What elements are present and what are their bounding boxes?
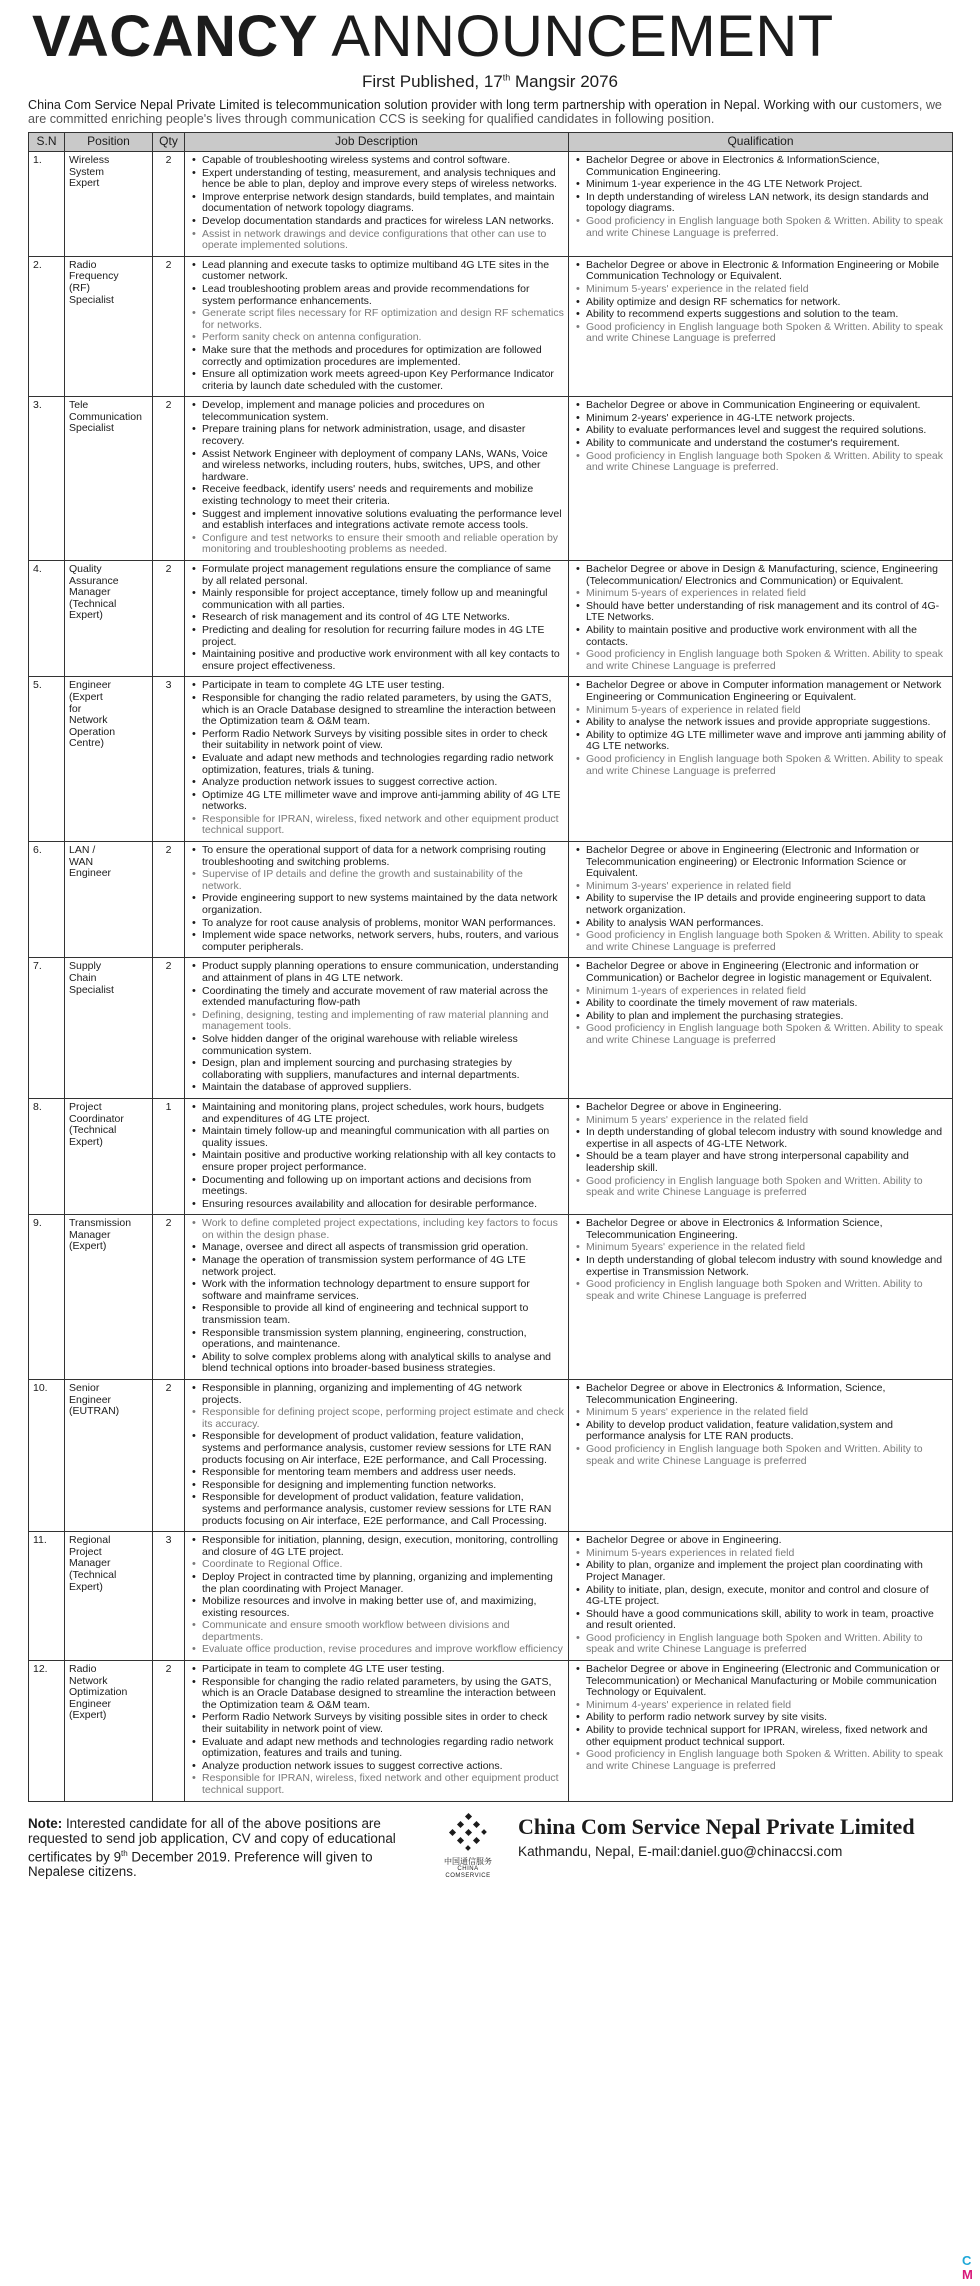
published-prefix: First Published, 17 bbox=[361, 72, 503, 91]
company-name: China Com Service Nepal Private Limited bbox=[518, 1813, 915, 1839]
qualification-item: • Ability to maintain positive and productive work environment with all the contacts. bbox=[586, 625, 948, 648]
title-light: ANNOUNCEMENT bbox=[331, 4, 834, 69]
job-description-list bbox=[189, 961, 564, 1094]
qualification-list bbox=[573, 1218, 948, 1302]
qualification-item: • Minimum 5-years experiences in related field bbox=[586, 1548, 948, 1560]
job-description-item: • Maintaining positive and productive work environment with all key contacts to ensure project effectiveness. bbox=[202, 649, 564, 672]
job-description-item: • Responsible in planning, organizing and implementing of 4G network projects. bbox=[202, 1383, 564, 1406]
intro-soft: customers, we are committed enriching people's lives through communication CCS is seeking for qualified candidates in following position. bbox=[28, 98, 942, 126]
job-description-item: • Analyze production network issues to suggest corrective action. bbox=[202, 777, 564, 789]
job-description-item: • Predicting and dealing for resolution for recurring failure modes in 4G LTE project. bbox=[202, 625, 564, 648]
qualification-item: • Bachelor Degree or above in Design & Manufacturing, science, Engineering (Telecommunication/ Electronics and Communication) or Equivalent. bbox=[586, 564, 948, 587]
intro-paragraph bbox=[28, 98, 952, 126]
print-marks bbox=[962, 2254, 976, 2282]
qualification-item: • Bachelor Degree or above in Electronic & Information Engineering or Mobile Communication Technology or Equivalent. bbox=[586, 260, 948, 283]
table-row bbox=[29, 1532, 953, 1661]
row-sn: 8. bbox=[29, 1098, 65, 1214]
row-job-description bbox=[185, 842, 569, 958]
row-sn: 1. bbox=[29, 152, 65, 257]
row-qualification bbox=[569, 1532, 953, 1661]
row-position: LAN / WAN Engineer bbox=[65, 842, 153, 958]
row-job-description bbox=[185, 397, 569, 561]
header-position: Position bbox=[65, 133, 153, 152]
job-description-item: • Develop, implement and manage policies and procedures on telecommunication system. bbox=[202, 400, 564, 423]
job-description-item: • Solve hidden danger of the original warehouse with reliable wireless communication system. bbox=[202, 1034, 564, 1057]
qualification-item: • Ability to evaluate performances level and suggest the required solutions. bbox=[586, 425, 948, 437]
qualification-item: • Minimum 5-years of experience in related field bbox=[586, 705, 948, 717]
table-row bbox=[29, 1098, 953, 1214]
note-text-2: December 2019. Preference will given to Nepalese citizens. bbox=[28, 1849, 373, 1880]
qualification-item: • Bachelor Degree or above in Electronics & Information, Science, Telecommunication Engineering. bbox=[586, 1383, 948, 1406]
job-description-item: • Lead planning and execute tasks to optimize multiband 4G LTE sites in the customer network. bbox=[202, 260, 564, 283]
qualification-item: • Ability to coordinate the timely movement of raw materials. bbox=[586, 998, 948, 1010]
qualification-item: • Ability to communicate and understand the costumer's requirement. bbox=[586, 438, 948, 450]
qualification-item: • Good proficiency in English language both Spoken & Written. Ability to speak and write Chinese Language is preferred. bbox=[586, 216, 948, 239]
job-description-item: • Design, plan and implement sourcing and purchasing strategies by collaborating with suppliers, manufactures and internal departments. bbox=[202, 1058, 564, 1081]
job-description-item: • Responsible for development of product validation, feature validation, systems and performance analysis, customer review sessions for LTE RAN products focusing on Air interface, E2E performance, and Call Processing. bbox=[202, 1492, 564, 1527]
job-description-list bbox=[189, 1102, 564, 1210]
qualification-item: • Minimum 1-years of experiences in related field bbox=[586, 986, 948, 998]
row-job-description bbox=[185, 1380, 569, 1532]
job-description-item: • Mainly responsible for project acceptance, timely follow up and meaningful communication with all parties. bbox=[202, 588, 564, 611]
job-description-list bbox=[189, 1535, 564, 1656]
job-description-item: • Deploy Project in contracted time by planning, organizing and implementing the plan coordinating with Project Manager. bbox=[202, 1572, 564, 1595]
qualification-item: • Bachelor Degree or above in Computer information management or Network Engineering or Communication Engineering or Equivalent. bbox=[586, 680, 948, 703]
job-description-item: • Responsible to provide all kind of engineering and technical support to transmission team. bbox=[202, 1303, 564, 1326]
row-job-description bbox=[185, 1661, 569, 1802]
job-description-item: • Optimize 4G LTE millimeter wave and improve anti-jamming ability of 4G LTE networks. bbox=[202, 790, 564, 813]
row-job-description bbox=[185, 256, 569, 397]
qualification-item: • Ability to provide technical support for IPRAN, wireless, fixed network and other equipment product technical support. bbox=[586, 1725, 948, 1748]
job-description-item: • Maintain positive and productive working relationship with all key contacts to ensure proper project performance. bbox=[202, 1150, 564, 1173]
row-qty: 2 bbox=[153, 842, 185, 958]
qualification-list bbox=[573, 961, 948, 1046]
qualification-list bbox=[573, 1535, 948, 1656]
row-qualification bbox=[569, 1661, 953, 1802]
qualification-item: • In depth understanding of wireless LAN network, its design standards and topology diagrams. bbox=[586, 192, 948, 215]
job-description-item: • Responsible for initiation, planning, design, execution, monitoring, controlling and closure of 4G LTE project. bbox=[202, 1535, 564, 1558]
magenta-mark: M bbox=[962, 2267, 973, 2282]
qualification-list bbox=[573, 1102, 948, 1199]
job-description-item: • Research of risk management and its control of 4G LTE Networks. bbox=[202, 612, 564, 624]
qualification-item: • Good proficiency in English language both Spoken & Written. Ability to speak and write Chinese Language is preferred bbox=[586, 649, 948, 672]
qualification-item: • Good proficiency in English language both Spoken and Written. Ability to speak and write Chinese Language is preferred bbox=[586, 1633, 948, 1656]
qualification-item: • Bachelor Degree or above in Electronics & Information Science, Telecommunication Engineering. bbox=[586, 1218, 948, 1241]
row-qty: 2 bbox=[153, 256, 185, 397]
row-qty: 2 bbox=[153, 1215, 185, 1380]
qualification-item: • Minimum 5-years' experience in the related field bbox=[586, 284, 948, 296]
job-description-item: • Make sure that the methods and procedures for optimization are followed correctly and optimization procedures are implemented. bbox=[202, 345, 564, 368]
footer bbox=[28, 1808, 952, 1928]
row-position: Wireless System Expert bbox=[65, 152, 153, 257]
job-description-item: • Product supply planning operations to ensure communication, understanding and attainment of plans in 4G LTE network. bbox=[202, 961, 564, 984]
qualification-item: • Ability to initiate, plan, design, execute, monitor and control and closure of 4G-LTE project. bbox=[586, 1585, 948, 1608]
job-description-item: • Analyze production network issues to suggest corrective actions. bbox=[202, 1761, 564, 1773]
job-description-item: • Supervise of IP details and define the growth and sustainability of the network. bbox=[202, 869, 564, 892]
job-description-item: • Responsible for changing the radio related parameters, by using the GATS, which is an Oracle Database designed to streamline the interaction between the Optimization team & O&M team. bbox=[202, 1677, 564, 1712]
row-qty: 2 bbox=[153, 958, 185, 1099]
qualification-item: • Good proficiency in English language both Spoken & Written. Ability to speak and write Chinese Language is preferred bbox=[586, 1023, 948, 1046]
page-title bbox=[32, 6, 952, 68]
job-description-item: • Participate in team to complete 4G LTE user testing. bbox=[202, 680, 564, 692]
job-description-item: • Responsible for designing and implementing function networks. bbox=[202, 1480, 564, 1492]
job-description-item: • Perform sanity check on antenna configuration. bbox=[202, 332, 564, 344]
row-sn: 9. bbox=[29, 1215, 65, 1380]
job-description-item: • Coordinating the timely and accurate movement of raw material across the extended manufacturing flow-path bbox=[202, 986, 564, 1009]
qualification-item: • Minimum 5years' experience in the related field bbox=[586, 1242, 948, 1254]
qualification-item: • Minimum 2-years' experience in 4G-LTE network projects. bbox=[586, 413, 948, 425]
row-sn: 6. bbox=[29, 842, 65, 958]
qualification-list bbox=[573, 680, 948, 777]
qualification-item: • Good proficiency in English language both Spoken and Written. Ability to speak and write Chinese Language is preferred bbox=[586, 1279, 948, 1302]
table-row bbox=[29, 958, 953, 1099]
row-qualification bbox=[569, 958, 953, 1099]
qualification-item: • Bachelor Degree or above in Engineering (Electronic and Communication or Telecommunication) or Mechanical Manufacturing or Mobile communication Technology or Equivalent. bbox=[586, 1664, 948, 1699]
row-qualification bbox=[569, 842, 953, 958]
job-description-item: • Responsible for mentoring team members and address user needs. bbox=[202, 1467, 564, 1479]
qualification-item: • In depth understanding of global telecom industry with sound knowledge and expertise in all aspects of 4G-LTE Network. bbox=[586, 1127, 948, 1150]
qualification-item: • Minimum 5-years of experiences in related field bbox=[586, 588, 948, 600]
row-sn: 4. bbox=[29, 561, 65, 677]
qualification-item: • Should have better understanding of risk management and its control of 4G-LTE Networks. bbox=[586, 601, 948, 624]
row-qualification bbox=[569, 256, 953, 397]
job-description-item: • Lead troubleshooting problem areas and provide recommendations for system performance enhancements. bbox=[202, 284, 564, 307]
job-description-item: • Ensuring resources availability and allocation for desirable performance. bbox=[202, 1199, 564, 1211]
job-description-item: • Formulate project management regulations ensure the compliance of same by all related personal. bbox=[202, 564, 564, 587]
job-description-item: • Configure and test networks to ensure their smooth and reliable operation by monitoring and troubleshooting problems as needed. bbox=[202, 533, 564, 556]
vacancy-table bbox=[28, 132, 953, 1802]
qualification-item: • Ability optimize and design RF schematics for network. bbox=[586, 297, 948, 309]
row-sn: 12. bbox=[29, 1661, 65, 1802]
note-text-1: Interested candidate for all of the above positions are requested to send job application, CV and copy of educational certificates by 9 bbox=[28, 1815, 396, 1865]
qualification-item: • Bachelor Degree or above in Electronics & InformationScience, Communication Engineering. bbox=[586, 155, 948, 178]
logo-english-text: CHINA COMSERVICE bbox=[445, 1865, 491, 1879]
row-job-description bbox=[185, 958, 569, 1099]
job-description-item: • Documenting and following up on important actions and decisions from meetings. bbox=[202, 1175, 564, 1198]
row-qualification bbox=[569, 152, 953, 257]
row-position: Project Coordinator (Technical Expert) bbox=[65, 1098, 153, 1214]
job-description-item: • Evaluate office production, revise procedures and improve workflow efficiency bbox=[202, 1644, 564, 1656]
job-description-item: • Responsible for defining project scope, performing project estimate and check its accuracy. bbox=[202, 1407, 564, 1430]
table-row bbox=[29, 1215, 953, 1380]
row-position: Engineer (Expert for Network Operation Centre) bbox=[65, 677, 153, 842]
job-description-item: • Provide engineering support to new systems maintained by the data network organization. bbox=[202, 893, 564, 916]
row-position: Transmission Manager (Expert) bbox=[65, 1215, 153, 1380]
header-job-description: Job Description bbox=[185, 133, 569, 152]
job-description-item: • Capable of troubleshooting wireless systems and control software. bbox=[202, 155, 564, 167]
job-description-item: • Responsible for changing the radio related parameters, by using the GATS, which is an Oracle Database designed to streamline the interaction between the Optimization team & O&M team. bbox=[202, 693, 564, 728]
job-description-item: • Work to define completed project expectations, including key factors to focus on within the design phase. bbox=[202, 1218, 564, 1241]
qualification-list bbox=[573, 155, 948, 239]
row-sn: 3. bbox=[29, 397, 65, 561]
table-body bbox=[29, 152, 953, 1802]
job-description-item: • Coordinate to Regional Office. bbox=[202, 1559, 564, 1571]
row-position: Senior Engineer (EUTRAN) bbox=[65, 1380, 153, 1532]
job-description-list bbox=[189, 155, 564, 252]
job-description-list bbox=[189, 1664, 564, 1797]
row-qty: 3 bbox=[153, 1532, 185, 1661]
row-position: Supply Chain Specialist bbox=[65, 958, 153, 1099]
row-sn: 2. bbox=[29, 256, 65, 397]
qualification-item: • Bachelor Degree or above in Engineering (Electronic and Information or Telecommunication engineering) or Electronic Information Science or Equivalent. bbox=[586, 845, 948, 880]
row-qualification bbox=[569, 1215, 953, 1380]
title-bold: VACANCY bbox=[32, 4, 318, 69]
job-description-item: • To analyze for root cause analysis of problems, monitor WAN performances. bbox=[202, 918, 564, 930]
job-description-item: • Assist Network Engineer with deployment of company LANs, WANs, Voice and wireless networks, including routers, hubs, switches, UPS, and other hardware. bbox=[202, 449, 564, 484]
qualification-item: • Good proficiency in English language both Spoken & Written. Ability to speak and write Chinese Language is preferred bbox=[586, 322, 948, 345]
header-qty: Qty bbox=[153, 133, 185, 152]
job-description-item: • Assist in network drawings and device configurations that other can use to operate implemented solutions. bbox=[202, 229, 564, 252]
row-position: Regional Project Manager (Technical Expert) bbox=[65, 1532, 153, 1661]
qualification-item: • Good proficiency in English language both Spoken & Written. Ability to speak and write Chinese Language is preferred bbox=[586, 1749, 948, 1772]
row-position: Radio Network Optimization Engineer (Expert) bbox=[65, 1661, 153, 1802]
company-logo bbox=[436, 1812, 500, 1880]
job-description-item: • Generate script files necessary for RF optimization and design RF schematics for networks. bbox=[202, 308, 564, 331]
qualification-list bbox=[573, 400, 948, 474]
job-description-list bbox=[189, 1383, 564, 1527]
row-qualification bbox=[569, 1380, 953, 1532]
note-sup: th bbox=[121, 1848, 128, 1858]
vacancy-page bbox=[28, 0, 952, 1928]
table-row bbox=[29, 256, 953, 397]
qualification-item: • Bachelor Degree or above in Engineering (Electronic and information or Communication) or Bachelor degree in logistic management or Equivalent. bbox=[586, 961, 948, 984]
job-description-list bbox=[189, 400, 564, 556]
row-job-description bbox=[185, 1532, 569, 1661]
row-qty: 1 bbox=[153, 1098, 185, 1214]
job-description-item: • Prepare training plans for network administration, usage, and disaster recovery. bbox=[202, 424, 564, 447]
job-description-item: • Improve enterprise network design standards, build templates, and maintain documentation of network topology diagrams. bbox=[202, 192, 564, 215]
row-qty: 2 bbox=[153, 152, 185, 257]
job-description-item: • To ensure the operational support of data for a network comprising routing troubleshooting and switching problems. bbox=[202, 845, 564, 868]
header-qualification: Qualification bbox=[569, 133, 953, 152]
qualification-list bbox=[573, 564, 948, 672]
qualification-list bbox=[573, 845, 948, 953]
table-row bbox=[29, 677, 953, 842]
table-row bbox=[29, 152, 953, 257]
qualification-item: • Good proficiency in English language both Spoken & Written. Ability to speak and write Chinese Language is preferred. bbox=[586, 451, 948, 474]
job-description-item: • Communicate and ensure smooth workflow between divisions and departments. bbox=[202, 1620, 564, 1643]
job-description-item: • Ability to solve complex problems along with analytical skills to analyse and blend technical options into broader-based business strategies. bbox=[202, 1352, 564, 1375]
table-header-row bbox=[29, 133, 953, 152]
job-description-item: • Manage, oversee and direct all aspects of transmission grid operation. bbox=[202, 1242, 564, 1254]
row-sn: 11. bbox=[29, 1532, 65, 1661]
row-position: Radio Frequency (RF) Specialist bbox=[65, 256, 153, 397]
row-qualification bbox=[569, 677, 953, 842]
job-description-item: • Suggest and implement innovative solutions evaluating the performance level and establish interfaces and integrations activate remote access tools. bbox=[202, 509, 564, 532]
qualification-item: • Minimum 5 years' experience in the related field bbox=[586, 1407, 948, 1419]
table-row bbox=[29, 842, 953, 958]
published-suffix: Mangsir 2076 bbox=[510, 72, 619, 91]
qualification-item: • Bachelor Degree or above in Engineering. bbox=[586, 1535, 948, 1547]
row-job-description bbox=[185, 1098, 569, 1214]
job-description-item: • Responsible for development of product validation, feature validation, systems and performance analysis, customer review sessions for LTE RAN products focusing on Air interface, E2E performance, and Call Processing. bbox=[202, 1431, 564, 1466]
table-row bbox=[29, 561, 953, 677]
job-description-item: • Maintaining and monitoring plans, project schedules, work hours, budgets and expenditures of 4G LTE project. bbox=[202, 1102, 564, 1125]
qualification-item: • Minimum 1-year experience in the 4G LTE Network Project. bbox=[586, 179, 948, 191]
qualification-item: • Ability to perform radio network survey by site visits. bbox=[586, 1712, 948, 1724]
qualification-item: • In depth understanding of global telecom industry with sound knowledge and expertise in Transmission Network. bbox=[586, 1255, 948, 1278]
header-sn: S.N bbox=[29, 133, 65, 152]
job-description-item: • Maintain the database of approved suppliers. bbox=[202, 1082, 564, 1094]
job-description-item: • Responsible for IPRAN, wireless, fixed network and other equipment product technical support. bbox=[202, 814, 564, 837]
job-description-item: • Evaluate and adapt new methods and technologies regarding radio network optimization, features, trials & tuning. bbox=[202, 753, 564, 776]
job-description-item: • Responsible transmission system planning, engineering, construction, operations, and maintenance. bbox=[202, 1328, 564, 1351]
job-description-list bbox=[189, 845, 564, 953]
qualification-item: • Should have a good communications skill, ability to work in team, proactive and result oriented. bbox=[586, 1609, 948, 1632]
row-qty: 2 bbox=[153, 397, 185, 561]
logo-chinese-text: 中国通信服务 bbox=[444, 1856, 492, 1866]
qualification-item: • Ability to plan and implement the purchasing strategies. bbox=[586, 1011, 948, 1023]
job-description-item: • Implement wide space networks, network servers, hubs, routers, and various computer peripherals. bbox=[202, 930, 564, 953]
row-qty: 2 bbox=[153, 1380, 185, 1532]
row-qty: 3 bbox=[153, 677, 185, 842]
qualification-item: • Good proficiency in English language both Spoken & Written. Ability to speak and write Chinese Language is preferred bbox=[586, 930, 948, 953]
job-description-item: • Perform Radio Network Surveys by visiting possible sites in order to check their suitability in network point of view. bbox=[202, 1712, 564, 1735]
qualification-item: • Ability to recommend experts suggestions and solution to the team. bbox=[586, 309, 948, 321]
cyan-mark: C bbox=[962, 2253, 972, 2268]
row-job-description bbox=[185, 677, 569, 842]
row-qualification bbox=[569, 397, 953, 561]
qualification-item: • Good proficiency in English language both Spoken & Written. Ability to speak and write Chinese Language is preferred bbox=[586, 754, 948, 777]
job-description-item: • Evaluate and adapt new methods and technologies regarding radio network optimization, features and trails and tuning. bbox=[202, 1737, 564, 1760]
row-qualification bbox=[569, 1098, 953, 1214]
job-description-list bbox=[189, 260, 564, 393]
qualification-item: • Should be a team player and have strong interpersonal capability and leadership skill. bbox=[586, 1151, 948, 1174]
qualification-list bbox=[573, 260, 948, 345]
published-sup: th bbox=[502, 72, 511, 83]
qualification-item: • Bachelor Degree or above in Communication Engineering or equivalent. bbox=[586, 400, 948, 412]
qualification-item: • Ability to plan, organize and implement the project plan coordinating with Project Manager. bbox=[586, 1560, 948, 1583]
company-address: Kathmandu, Nepal, E-mail:daniel.guo@chinaccsi.com bbox=[518, 1843, 843, 1859]
qualification-item: • Minimum 3-years' experience in related field bbox=[586, 881, 948, 893]
qualification-item: • Ability to supervise the IP details and provide engineering support to data network organization. bbox=[586, 893, 948, 916]
job-description-list bbox=[189, 564, 564, 672]
job-description-item: • Responsible for IPRAN, wireless, fixed network and other equipment product technical support. bbox=[202, 1773, 564, 1796]
row-position: Quality Assurance Manager (Technical Expert) bbox=[65, 561, 153, 677]
row-qty: 2 bbox=[153, 1661, 185, 1802]
qualification-list bbox=[573, 1383, 948, 1467]
job-description-item: • Receive feedback, identify users' needs and requirements and mobilize existing technology to meet their criteria. bbox=[202, 484, 564, 507]
job-description-item: • Manage the operation of transmission system performance of 4G LTE network project. bbox=[202, 1255, 564, 1278]
row-sn: 10. bbox=[29, 1380, 65, 1532]
table-row bbox=[29, 1380, 953, 1532]
qualification-item: • Bachelor Degree or above in Engineering. bbox=[586, 1102, 948, 1114]
row-sn: 7. bbox=[29, 958, 65, 1099]
job-description-item: • Participate in team to complete 4G LTE user testing. bbox=[202, 1664, 564, 1676]
row-sn: 5. bbox=[29, 677, 65, 842]
job-description-list bbox=[189, 680, 564, 837]
qualification-item: • Minimum 4-years' experience in related field bbox=[586, 1700, 948, 1712]
qualification-item: • Ability to optimize 4G LTE millimeter wave and improve anti jamming ability of 4G LTE networks. bbox=[586, 730, 948, 753]
note-label: Note: bbox=[28, 1815, 63, 1831]
job-description-item: • Expert understanding of testing, measurement, and analysis techniques and hence be able to plan, deploy and improve every steps of wireless networks. bbox=[202, 168, 564, 191]
job-description-item: • Perform Radio Network Surveys by visiting possible sites in order to check their suitability in network point of view. bbox=[202, 729, 564, 752]
job-description-item: • Defining, designing, testing and implementing of raw material planning and management tools. bbox=[202, 1010, 564, 1033]
qualification-item: • Ability to develop product validation, feature validation,system and performance analysis for LTE RAN products. bbox=[586, 1420, 948, 1443]
row-qualification bbox=[569, 561, 953, 677]
job-description-item: • Work with the information technology department to ensure support for software and mainframe services. bbox=[202, 1279, 564, 1302]
qualification-item: • Ability to analyse the network issues and provide appropriate suggestions. bbox=[586, 717, 948, 729]
qualification-item: • Good proficiency in English language both Spoken and Written. Ability to speak and write Chinese Language is preferred bbox=[586, 1176, 948, 1199]
qualification-item: • Good proficiency in English language both Spoken and Written. Ability to speak and write Chinese Language is preferred bbox=[586, 1444, 948, 1467]
qualification-item: • Minimum 5 years' experience in the related field bbox=[586, 1115, 948, 1127]
intro-main: China Com Service Nepal Private Limited is telecommunication solution provider with long term partnership with operation in Nepal. Working with our bbox=[28, 98, 858, 112]
job-description-item: • Ensure all optimization work meets agreed-upon Key Performance Indicator criteria by launch date scheduled with the customer. bbox=[202, 369, 564, 392]
ccs-logo-icon bbox=[448, 1812, 488, 1852]
row-job-description bbox=[185, 152, 569, 257]
qualification-list bbox=[573, 1664, 948, 1772]
job-description-item: • Develop documentation standards and practices for wireless LAN networks. bbox=[202, 216, 564, 228]
job-description-list bbox=[189, 1218, 564, 1375]
job-description-item: • Mobilize resources and involve in making better use of, and maximizing, existing resources. bbox=[202, 1596, 564, 1619]
published-date bbox=[28, 72, 952, 92]
table-row bbox=[29, 397, 953, 561]
row-position: Tele Communication Specialist bbox=[65, 397, 153, 561]
row-job-description bbox=[185, 561, 569, 677]
row-qty: 2 bbox=[153, 561, 185, 677]
row-job-description bbox=[185, 1215, 569, 1380]
qualification-item: • Ability to analysis WAN performances. bbox=[586, 918, 948, 930]
table-row bbox=[29, 1661, 953, 1802]
job-description-item: • Maintain timely follow-up and meaningful communication with all parties on quality issues. bbox=[202, 1126, 564, 1149]
note bbox=[28, 1816, 418, 1879]
